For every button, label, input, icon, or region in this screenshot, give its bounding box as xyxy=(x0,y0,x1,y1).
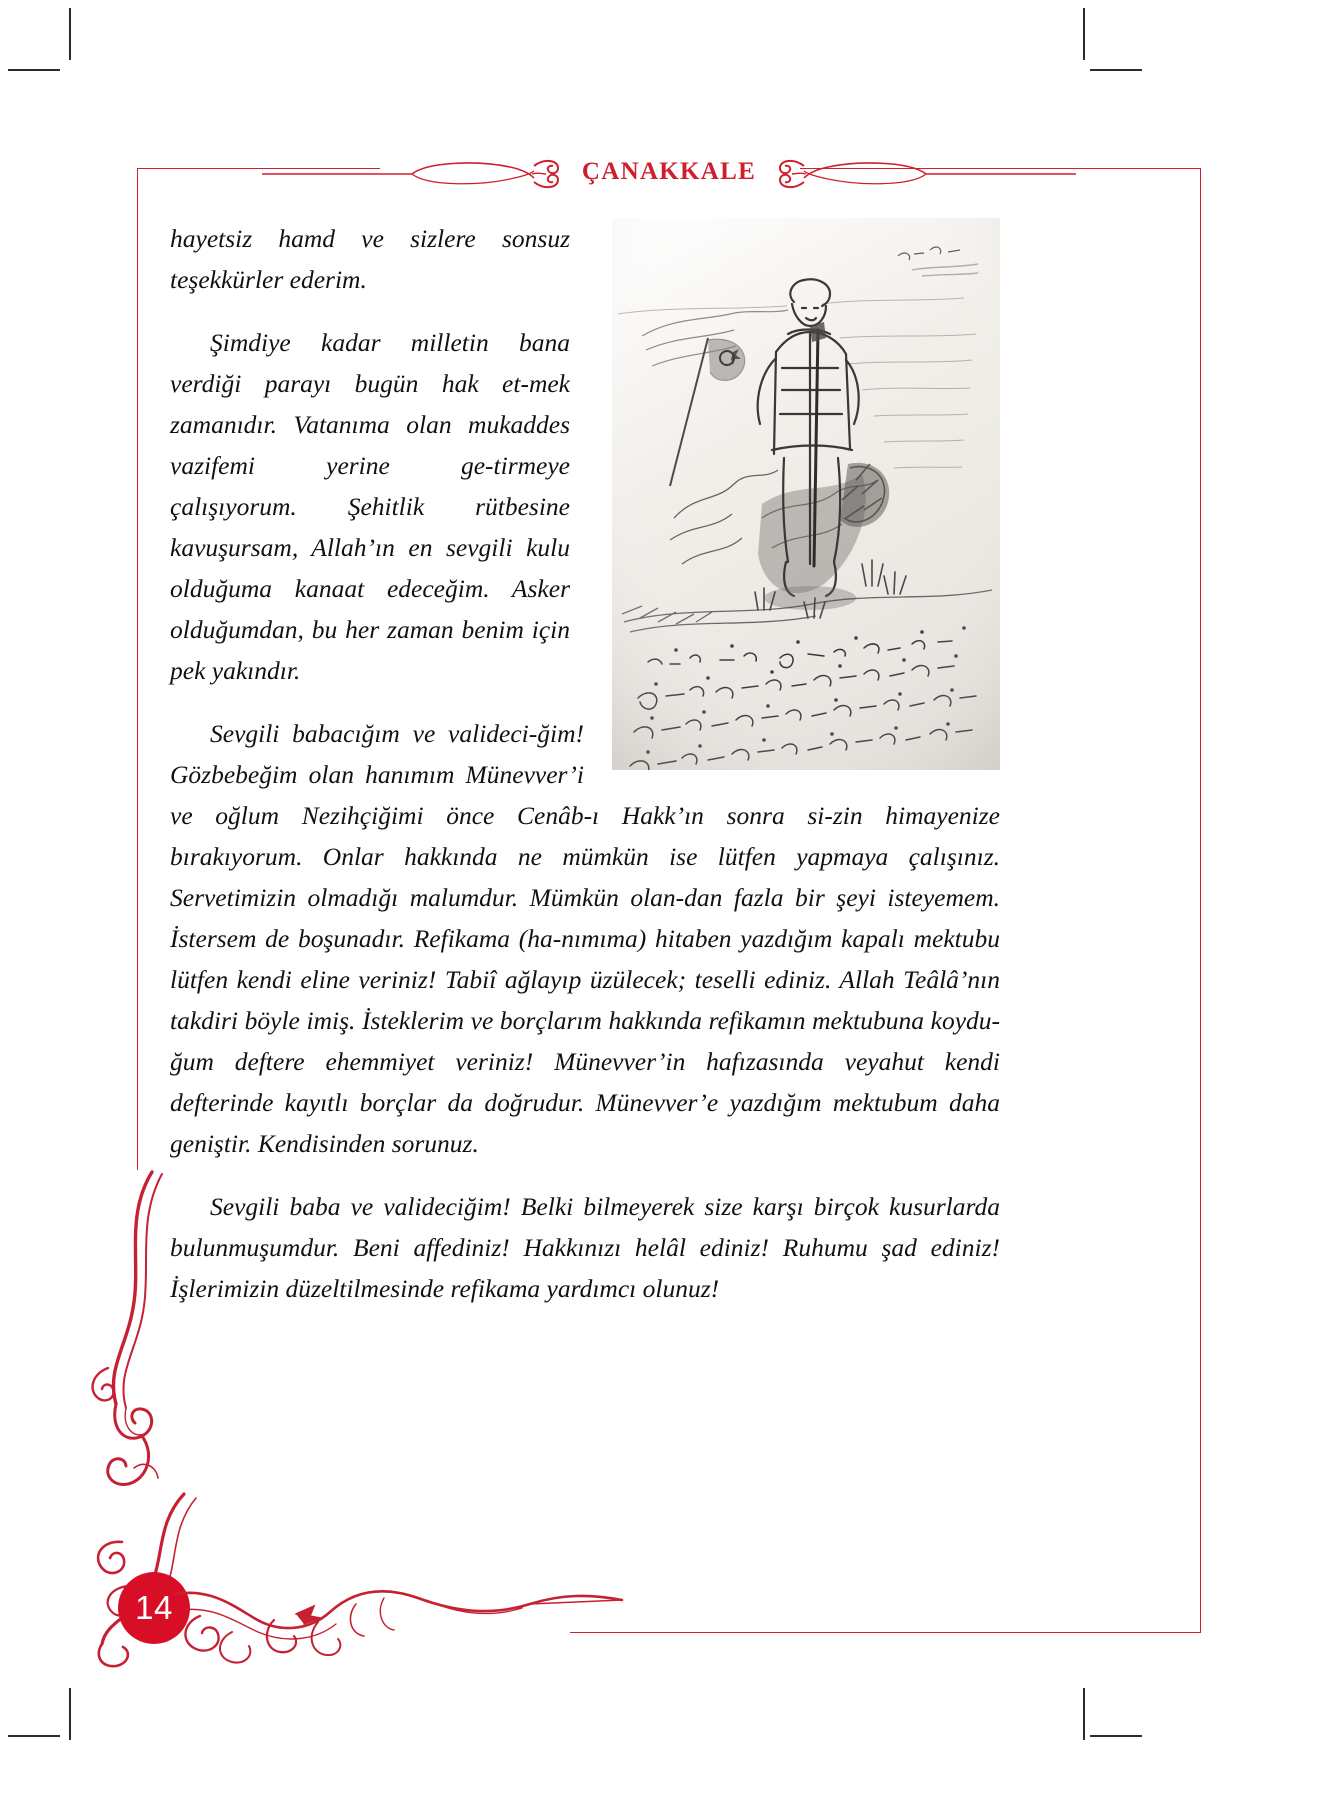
page-header xyxy=(137,152,1201,192)
soldier-sketch-and-manuscript-icon xyxy=(612,218,1000,770)
frame-gap-left-ornament xyxy=(128,1170,148,1610)
figure-illustration xyxy=(612,218,1000,770)
crop-mark-top-left-horizontal xyxy=(8,69,60,71)
paragraph-1: hayetsiz hamd ve sizlere sonsuz teşekkürler ederim. xyxy=(170,224,570,294)
page-content xyxy=(170,218,1000,1331)
paragraph-3: Sevgili babacığım ve valideci-ğim! Gözbebeğim olan hanımım Münevver’i ve oğlum Nezihçiğimi önce Cenâb-ı Hakk’ın sonra si-zin himayenize bırakıyorum. Onlar hakkında ne mümkün ise lütfen yapmaya çalışınız. Servetimizin olmadığı malumdur. Mümkün olan-dan fazla bir şeyi isteyemem. İstersem de boşunadır. Refikama (ha-nımıma) hitaben yazdığım kapalı mektubu lütfen kendi eline veriniz! Tabiî ağlayıp üzülecek; teselli ediniz. Allah Teâlâ’nın takdiri böyle imiş. İsteklerim ve borçlarım hakkında refikamın mektubuna koydu-ğum deftere ehemmiyet veriniz! Münevver’in hafızasında veyahut kendi defterinde kayıtlı borçlar da doğrudur. Münevver’e yazdığım mektubum daha geniştir. Kendisinden sorunuz. xyxy=(170,719,1000,1158)
page-number-label: 14 xyxy=(135,1589,173,1626)
header-flourish-right-icon xyxy=(766,154,1076,190)
crop-mark-top-right-vertical xyxy=(1083,8,1085,60)
crop-mark-top-left-vertical xyxy=(69,8,71,60)
crop-mark-bottom-right-horizontal xyxy=(1090,1735,1142,1737)
crop-mark-bottom-left-vertical xyxy=(69,1688,71,1740)
paragraph-2: Şimdiye kadar milletin bana verdiği parayı bugün hak et-mek zamanıdır. Vatanıma olan mukaddes vazifemi yerine ge-tirmeye çalışıyorum. Şehitlik rütbesine kavuşursam, Allah’ın en sevgili kulu olduğuma kanaat edeceğim. Asker olduğumdan, bu her zaman benim için pek yakındır. xyxy=(170,328,570,685)
header-flourish-left-icon xyxy=(262,154,572,190)
paragraph-4: Sevgili baba ve valideciğim! Belki bilmeyerek size karşı birçok kusurlarda bulunmuşumdur. Beni affediniz! Hakkınızı helâl ediniz! Ruhumu şad ediniz! İşlerimizin düzeltilmesinde refikama yardımcı olunuz! xyxy=(170,1192,1000,1303)
frame-gap-footer-ornament xyxy=(150,1624,570,1644)
page-title: ÇANAKKALE xyxy=(581,158,757,185)
page-number-badge xyxy=(118,1572,190,1644)
crop-mark-bottom-left-horizontal xyxy=(8,1735,60,1737)
crop-mark-bottom-right-vertical xyxy=(1083,1688,1085,1740)
crop-mark-top-right-horizontal xyxy=(1090,69,1142,71)
